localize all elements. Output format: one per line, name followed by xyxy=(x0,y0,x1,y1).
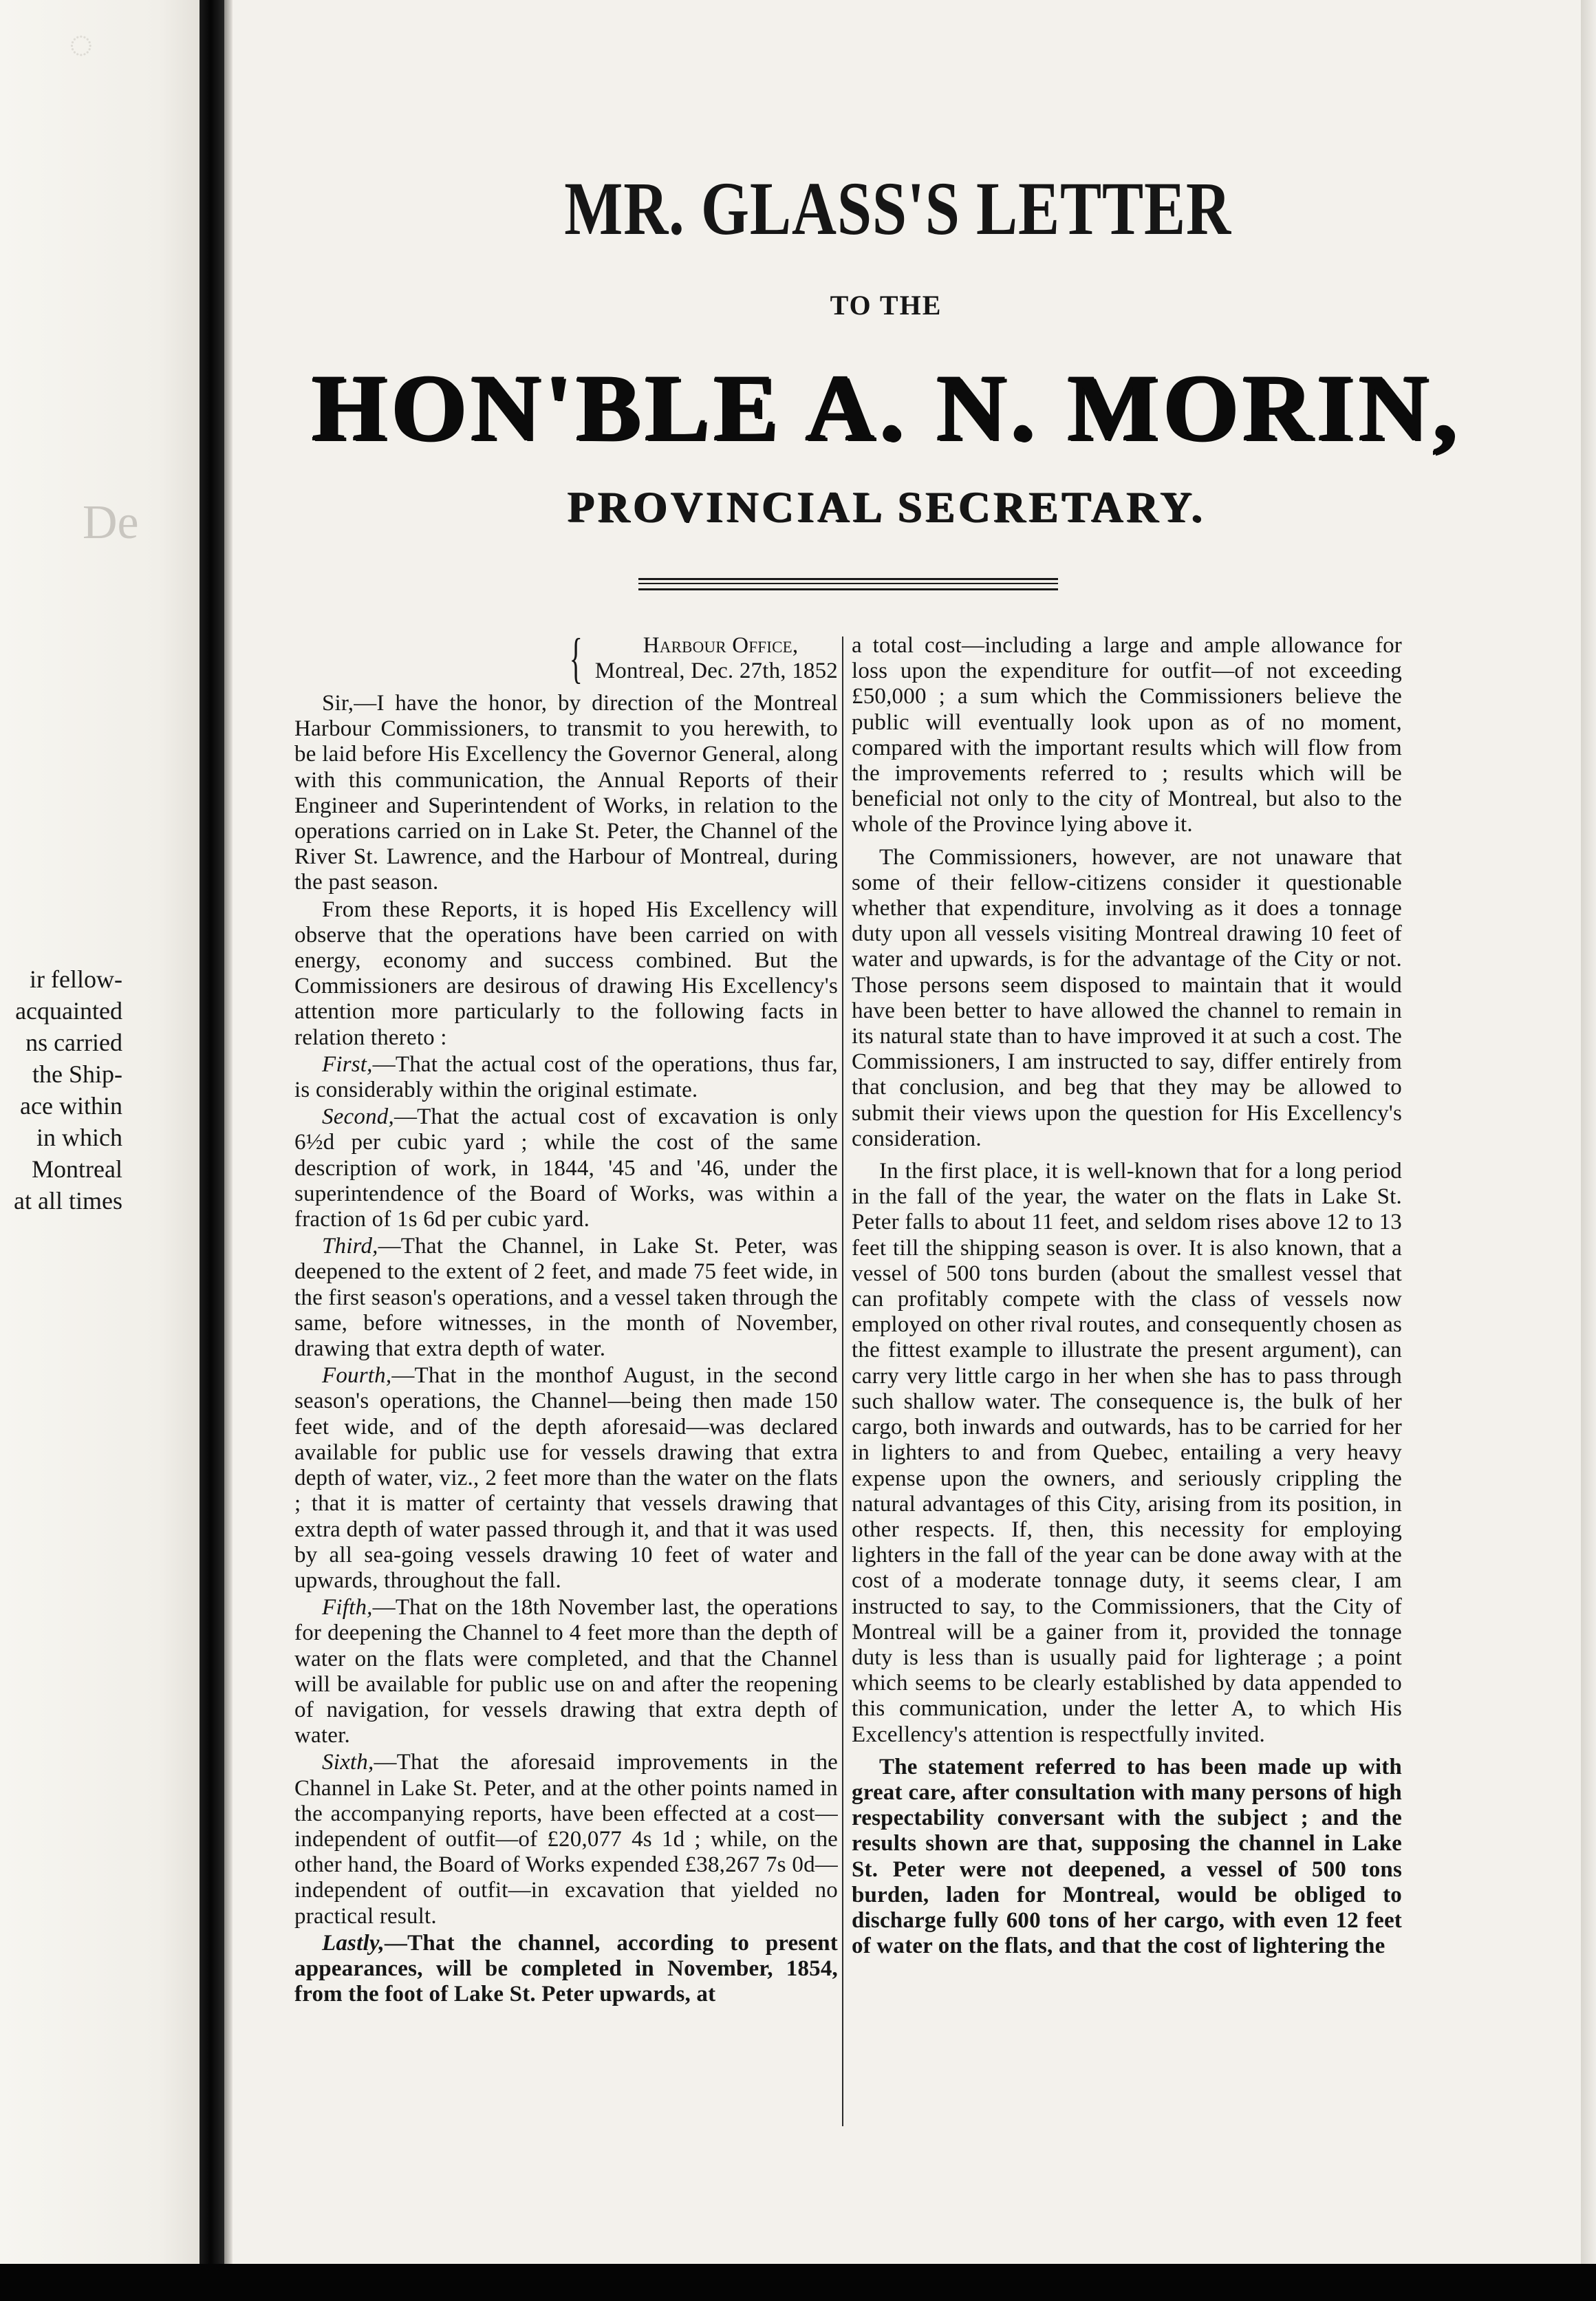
paragraph: In the first place, it is well-known that for a long period in the fall of the year, the water on the flats in Lake St. Peter falls to about 11 feet, and seldom rises above 12 to 13 feet till the shipping season is over. It is also known, that a vessel of 500 tons burden (about the smallest vessel that can profitably compete with the class of vessels now employed on other rival routes, and consequently chosen as the fittest example to illustrate the present argument), can carry very little cargo in her when she has to pass through such shallow water. The consequence is, the bulk of her cargo, both inwards and outwards, has to be carried for her in lighters to and from Quebec, entailing a very heavy expense upon the owners, and seriously crippling the natural advantages of this City, arising from its position, in other respects. If, then, this necessity for employing lighters in the fall of the year can be done away with at the cost of a moderate tonnage duty, it seems clear, I am instructed to say, to the Commissioners, that the City of Montreal will be a gainer from it, provided the tonnage duty is less than is usually paid for lighterage ; a point which seems to be clearly established by data appended to this communication, under the letter A, to which His Excellency's attention is respectfully invited. xyxy=(852,1159,1402,1747)
paragraph: Third,—That the Channel, in Lake St. Peter, was deepened to the extent of 2 feet, and made 75 feet wide, in the first season's operations, and a vessel taken through the same, before witnesses, in the month of November, drawing that extra depth of water. xyxy=(294,1234,838,1362)
paragraph: The statement referred to has been made up with great care, after consultation with many persons of high respectability conversant with the subject ; and the results shown are that, supposing the channel in Lake St. Peter were not deepened, a vessel of 500 tons burden, laden for Montreal, would be obliged to discharge fully 600 tons of her cargo, with even 12 feet of water on the flats, and that the cost of lightering the xyxy=(852,1754,1402,1959)
letter-title: MR. GLASS'S LETTER xyxy=(564,167,1231,250)
facing-page xyxy=(0,0,200,2301)
paragraph: Fourth,—That in the monthof August, in the second season's operations, the Channel—being then made 150 feet wide, and of the depth aforesaid—was declared available for public use for vessels drawing that extra depth of water, viz., 2 feet more than the water on the flats ; that it is matter of certainty that vessels drawing that extra depth of water passed through it, and that it was used by all sea-going vessels drawing 10 feet of water and upwards, throughout the fall. xyxy=(294,1363,838,1593)
fragment-line: Montreal xyxy=(32,1155,122,1183)
brace-glyph: { xyxy=(569,628,583,689)
paragraph: From these Reports, it is hoped His Excellency will observe that the operations have been carried on with energy, economy and success combined. But the Commissioners are desirous of drawing His Excellency's attention more particularly to the following facts in relation thereto : xyxy=(294,897,838,1050)
paragraph: The Commissioners, however, are not unaware that some of their fellow-citizens consider it questionable whether that expenditure, involving as it does a tonnage duty upon all vessels visiting Montreal drawing 10 feet of water and upwards, is for the advantage of the City or not. Those persons seem disposed to maintain that it would have been better to have allowed the channel to remain in its natural state than to have improved it at such a cost. The Commissioners, I am instructed to say, differ entirely from that conclusion, and beg that they may be allowed to submit their views upon the question for His Excellency's consideration. xyxy=(852,844,1402,1151)
left-column xyxy=(294,628,838,2007)
scan-bottom-border xyxy=(0,2264,1596,2301)
paragraph: Sixth,—That the aforesaid improvements in the Channel in Lake St. Peter, and at the other points named in the accompanying reports, have been effected at a cost—independent of outfit—of £20,077 4s 1d ; while, on the other hand, the Board of Works expended £38,267 7s 0d—independent of outfit—in excavation that yielded no practical result. xyxy=(294,1750,838,1929)
paragraph: Fifth,—That on the 18th November last, the operations for deepening the Channel to 4 feet more than the depth of water on the flats were completed, and that the Channel will be available for public use on and after the reopening of navigation, for vessels drawing that extra depth of water. xyxy=(294,1595,838,1748)
place-date-line: Montreal, Dec. 27th, 1852 xyxy=(594,659,838,683)
paragraph: First,—That the actual cost of the operations, thus far, is considerably within the original estimate. xyxy=(294,1051,838,1103)
fragment-line: acquainted xyxy=(15,997,122,1025)
page-right-edge xyxy=(1581,0,1596,2264)
fragment-line: ace within xyxy=(20,1092,122,1120)
to-the-line: TO THE xyxy=(830,290,942,321)
facing-page-ghost-text: De xyxy=(83,496,139,549)
column-divider xyxy=(842,636,843,2126)
office-line: Harbour Office, xyxy=(643,633,799,658)
fragment-line: in which xyxy=(36,1124,122,1151)
letter-page xyxy=(233,0,1581,2264)
right-column xyxy=(852,633,1402,1959)
fragment-line: at all times xyxy=(14,1187,122,1214)
paragraph: Lastly,—That the channel, according to present appearances, will be completed in November, 1854, from the foot of Lake St. Peter upwards, at xyxy=(294,1930,838,2007)
paragraph: a total cost—including a large and ample allowance for loss upon the expenditure for outfit—of not exceeding £50,000 ; a sum which the Commissioners believe the public will eventually look upon as of no moment, compared with the important results which will flow from the improvements referred to ; results which will be beneficial not only to the city of Montreal, but also to the whole of the Province lying above it. xyxy=(852,633,1402,837)
page-edge-shadow xyxy=(224,0,233,2264)
book-gutter xyxy=(200,0,224,2264)
fragment-line: ns carried xyxy=(25,1029,122,1056)
paragraph: Second,—That the actual cost of excavation is only 6½d per cubic yard ; while the cost of the same description of work, in 1844, '45 and '46, under the superintendence of the Board of Works, was within a fraction of 1s 6d per cubic yard. xyxy=(294,1104,838,1232)
addressee-name: HON'BLE A. N. MORIN, xyxy=(311,354,1461,460)
letter-address xyxy=(294,628,838,689)
addressee-position: PROVINCIAL SECRETARY. xyxy=(567,482,1205,531)
facing-page-bleed: ◌ xyxy=(69,21,94,67)
paragraph: Sir,—I have the honor, by direction of the Montreal Harbour Commissioners, to transmit to you herewith, to be laid before His Excellency the Governor General, along with this communication, the Annual Reports of their Engineer and Superintendent of Works, in relation to the operations carried on in Lake St. Peter, the Channel of the River St. Lawrence, and the Harbour of Montreal, during the past season. xyxy=(294,691,838,895)
fragment-line: ir fellow- xyxy=(30,965,122,993)
fragment-line: the Ship- xyxy=(32,1060,122,1088)
facing-page-text-fragment xyxy=(0,963,122,1217)
ornamental-rule xyxy=(638,578,1058,590)
